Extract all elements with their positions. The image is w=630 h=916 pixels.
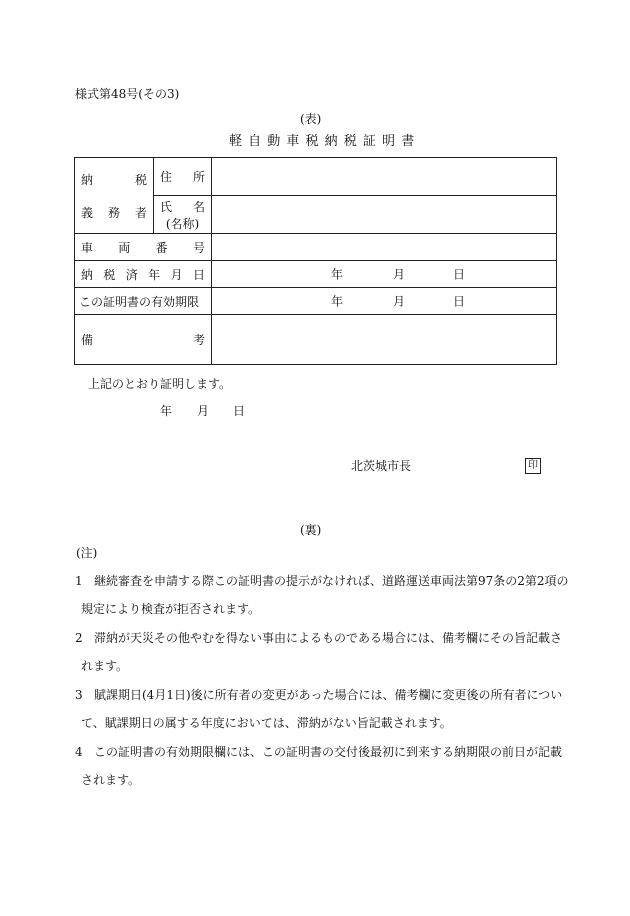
note-text: 滞納が天災その他やむを得ない事由によるものである場合には、備考欄にその旨記載さ bbox=[94, 631, 563, 645]
form-number: 様式第48号(その3) bbox=[75, 87, 180, 101]
note-text: この証明書の有効期限欄には、この証明書の交付後最初に到来する納期限の前日が記載 bbox=[94, 745, 563, 759]
name-label: 氏 名 (名称) bbox=[154, 196, 212, 234]
remarks-label: 備 考 bbox=[75, 315, 212, 365]
note-text: 規定により検査が拒否されます。 bbox=[81, 602, 261, 616]
note-number: 3 bbox=[75, 688, 83, 702]
taxpayer-label: 納 税 義 務 者 bbox=[75, 158, 154, 234]
note-text: れます。 bbox=[81, 659, 129, 673]
name-value bbox=[212, 196, 557, 234]
issue-day: 日 bbox=[233, 404, 246, 418]
note-text: て、賦課期日の属する年度においては、滞納がない旨記載されます。 bbox=[81, 716, 452, 730]
remarks-value bbox=[212, 315, 557, 365]
note-number: 1 bbox=[75, 574, 83, 588]
note-text: 継続審査を申請する際この証明書の提示がなければ、道路運送車両法第97条の2第2項の bbox=[94, 574, 569, 588]
certificate-table bbox=[74, 157, 557, 365]
front-label: (表) bbox=[300, 112, 322, 126]
address-value bbox=[212, 158, 557, 196]
paid-date-value: 年 月 日 bbox=[212, 261, 557, 288]
validity-value: 年 月 日 bbox=[212, 288, 557, 315]
back-label: (裏) bbox=[300, 523, 322, 537]
vehicle-number-value bbox=[212, 234, 557, 261]
issue-month: 月 bbox=[197, 404, 210, 418]
note-text: 賦課期日(4月1日)後に所有者の変更があった場合には、備考欄に変更後の所有者につい bbox=[94, 688, 563, 702]
note-text: されます。 bbox=[81, 773, 141, 787]
seal-mark: 印 bbox=[525, 458, 541, 474]
paid-date-label: 納 税 済 年 月 日 bbox=[75, 261, 212, 288]
notes-heading: (注) bbox=[76, 546, 98, 560]
issuer: 北茨城市長 bbox=[351, 459, 412, 473]
note-number: 4 bbox=[75, 745, 83, 759]
page-title: 軽 自 動 車 税 納 税 証 明 書 bbox=[229, 134, 416, 149]
note-number: 2 bbox=[75, 631, 83, 645]
address-label: 住 所 bbox=[154, 158, 212, 196]
validity-label: この証明書の有効期限 bbox=[75, 288, 212, 315]
vehicle-number-label: 車 両 番 号 bbox=[75, 234, 212, 261]
certify-text: 上記のとおり証明します。 bbox=[88, 377, 232, 391]
issue-year: 年 bbox=[160, 404, 173, 418]
